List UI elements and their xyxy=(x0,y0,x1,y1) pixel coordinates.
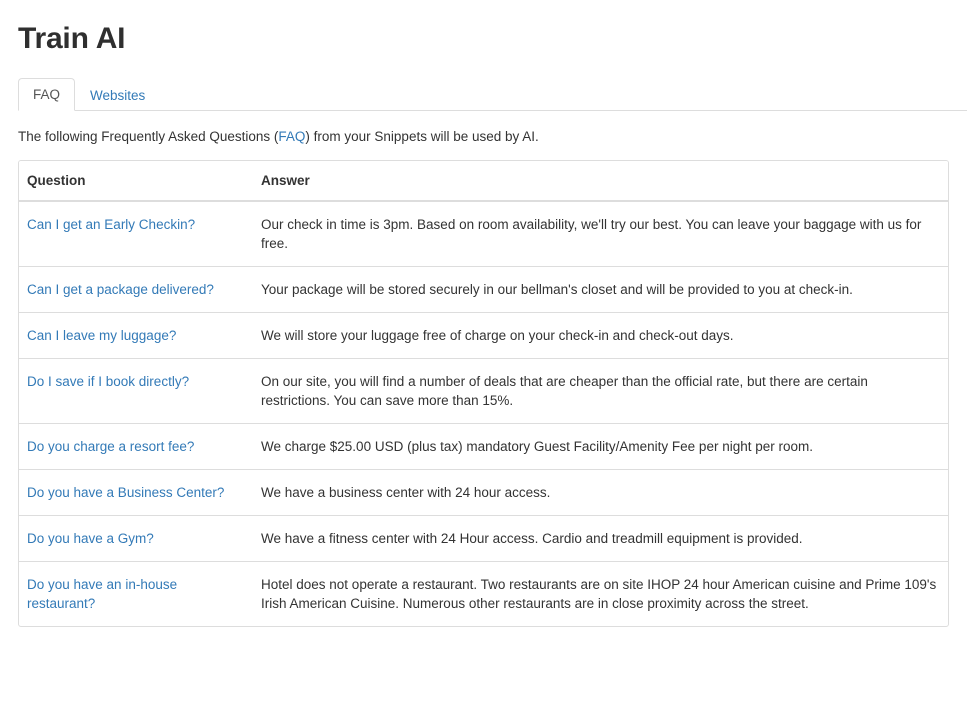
question-cell xyxy=(19,201,253,267)
intro-text xyxy=(18,129,967,144)
answer-cell: We will store your luggage free of charge on your check-in and check-out days. xyxy=(253,313,948,359)
tab-bar xyxy=(18,78,967,111)
question-cell xyxy=(19,359,253,424)
question-cell xyxy=(19,562,253,627)
table-row xyxy=(19,267,948,313)
answer-cell: We charge $25.00 USD (plus tax) mandatory Guest Facility/Amenity Fee per night per room. xyxy=(253,424,948,470)
faq-table-head xyxy=(19,161,948,201)
faq-table xyxy=(19,161,948,626)
table-row xyxy=(19,516,948,562)
answer-cell: Your package will be stored securely in our bellman's closet and will be provided to you at check-in. xyxy=(253,267,948,313)
question-link[interactable]: Do you have a Business Center? xyxy=(27,485,225,500)
table-row xyxy=(19,313,948,359)
question-link[interactable]: Do you charge a resort fee? xyxy=(27,439,195,454)
question-link[interactable]: Can I get a package delivered? xyxy=(27,282,214,297)
table-header-row xyxy=(19,161,948,201)
faq-table-body xyxy=(19,201,948,626)
table-row xyxy=(19,470,948,516)
question-cell xyxy=(19,470,253,516)
answer-cell: We have a fitness center with 24 Hour access. Cardio and treadmill equipment is provided. xyxy=(253,516,948,562)
question-link[interactable]: Can I get an Early Checkin? xyxy=(27,217,196,232)
answer-cell: Hotel does not operate a restaurant. Two restaurants are on site IHOP 24 hour American cuisine and Prime 109's Irish American Cuisine. Numerous other restaurants are in close proximity across the street. xyxy=(253,562,948,627)
question-cell xyxy=(19,516,253,562)
question-link[interactable]: Do you have a Gym? xyxy=(27,531,154,546)
table-row xyxy=(19,562,948,627)
faq-table-container xyxy=(18,160,949,627)
intro-text-after: ) from your Snippets will be used by AI. xyxy=(305,129,539,144)
intro-text-before: The following Frequently Asked Questions ( xyxy=(18,129,279,144)
answer-cell: Our check in time is 3pm. Based on room availability, we'll try our best. You can leave your baggage with us for free. xyxy=(261,217,922,251)
table-row xyxy=(19,359,948,424)
question-link[interactable]: Can I leave my luggage? xyxy=(27,328,177,343)
question-cell xyxy=(19,267,253,313)
faq-link[interactable]: FAQ xyxy=(278,129,306,144)
question-cell xyxy=(19,313,253,359)
column-header-answer: Answer xyxy=(253,161,948,201)
table-row xyxy=(19,201,948,267)
question-link[interactable]: Do I save if I book directly? xyxy=(27,374,190,389)
question-cell xyxy=(19,424,253,470)
tab-faq[interactable]: FAQ xyxy=(18,78,75,111)
answer-cell: We have a business center with 24 hour access. xyxy=(253,470,948,516)
table-row xyxy=(19,424,948,470)
question-link[interactable]: Do you have an in-house restaurant? xyxy=(27,577,178,611)
column-header-question: Question xyxy=(19,161,253,201)
tab-websites[interactable]: Websites xyxy=(90,88,146,103)
page-title: Train AI xyxy=(18,22,126,55)
answer-cell: On our site, you will find a number of deals that are cheaper than the official rate, but there are certain restrictions. You can save more than 15%. xyxy=(253,359,948,424)
